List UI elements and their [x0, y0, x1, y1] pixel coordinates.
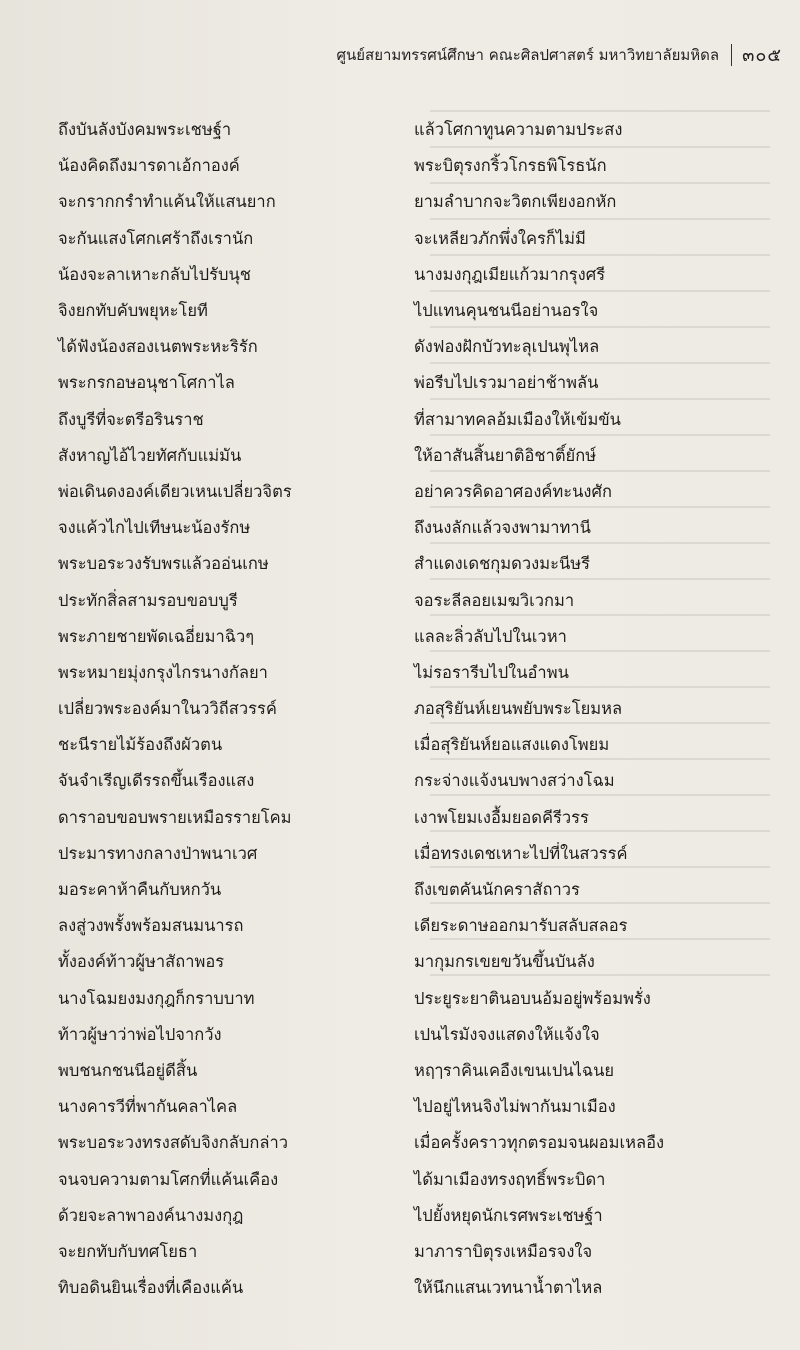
header-divider [731, 44, 732, 66]
verse-right-hemistich: ให้นึกแสนเวทนาน้ำตาไหล [414, 1278, 603, 1298]
verse-line [0, 1053, 800, 1089]
verse-line [0, 184, 800, 220]
verse-right-hemistich: สำแดงเดชกุมดวงมะนีษรี [414, 554, 590, 574]
verse-line [0, 293, 800, 329]
verse-left-hemistich: ทิบอดินยินเรื่องที่เคืองแค้น [58, 1278, 244, 1298]
verse-left-hemistich: พ่อเดินดงองค์เดียวเหนเปลี่ยวจิตร [58, 481, 292, 501]
verse-line [0, 474, 800, 510]
verse-right-hemistich: ภอสุริยันห์เยนพยับพระโยมหล [414, 699, 623, 719]
header-title: ศูนย์สยามทรรศน์ศึกษา คณะศิลปศาสตร์ มหาวิทยาลัยมหิดล [336, 45, 720, 64]
verse-left-hemistich: จะกันแสงโศกเศร้าถึงเรานัก [58, 228, 254, 248]
verse-right-hemistich: ไม่รอรารีบไปในอำพน [414, 662, 569, 682]
verse-right-hemistich: เมื่อครั้งคราวทุกตรอมจนผอมเหลอืง [414, 1133, 665, 1153]
verse-right-hemistich: ได้มาเมืองทรงฤทธิ์พระบิดา [414, 1169, 606, 1189]
verse-left-hemistich: ลงสู่วงพรั้งพร้อมสนมนารถ [58, 916, 244, 936]
verse-right-hemistich: ไปอยู่ไหนจิงไม่พากันมาเมือง [414, 1097, 616, 1117]
verse-right-hemistich: เดียระดาษออกมารับสลับสลอร [414, 916, 628, 936]
verse-line [0, 257, 800, 293]
verse-right-hemistich: พ่อรีบไปเรวมาอย่าช้าพลัน [414, 373, 599, 393]
verse-left-hemistich: จงแค้วไกไปเทีษนะน้องรักษ [58, 518, 251, 538]
verse-left-hemistich: ถึงบูรีที่จะตรีอรินราช [58, 409, 204, 429]
verse-right-hemistich: เปนไรมังจงแสดงให้แจ้งใจ [414, 1024, 600, 1044]
verse-line [0, 546, 800, 582]
verse-left-hemistich: มอระคาห้าคืนกับหกวัน [58, 880, 222, 900]
verse-line [0, 329, 800, 365]
verse-line [0, 908, 800, 944]
verse-right-hemistich: ประยูระยาตินอบนอ้มอยู่พร้อมพรั่ง [414, 988, 651, 1008]
verse-line [0, 800, 800, 836]
verse-right-hemistich: ไปยั้งหยุดนักเรศพระเชษฐ์า [414, 1205, 603, 1225]
verse-right-hemistich: ไปแทนคุนชนนีอย่านอรใจ [414, 301, 599, 321]
verse-right-hemistich: กระจ่างแจ้งนบพางสว่างโฉม [414, 771, 615, 791]
verse-right-hemistich: มากุมกรเขยขวันขึ้นบันลัง [414, 952, 595, 972]
verse-line [0, 1089, 800, 1125]
verse-left-hemistich: เปลี่ยวพระองค์มาในววิถีสวรรค์ [58, 699, 277, 719]
verse-right-hemistich: ถึงเขตคันนักคราสัถาวร [414, 880, 580, 900]
verse-left-hemistich: น้องจะลาเหาะกลับไปรับนุช [58, 264, 251, 284]
verse-right-hemistich: ยามลำบากจะวิตกเพียงอกหัก [414, 192, 617, 212]
verse-line [0, 112, 800, 148]
page-number: ๓๐๕ [742, 45, 782, 66]
verse-line [0, 1125, 800, 1161]
verse-line [0, 981, 800, 1017]
verse-line [0, 1270, 800, 1306]
verse-left-hemistich: ถึงบันลังบังคมพระเชษฐ์า [58, 120, 232, 140]
verse-line [0, 691, 800, 727]
verse-left-hemistich: นางคารวีที่พากันคลาไคล [58, 1097, 238, 1117]
verse-left-hemistich: ได้ฟังน้องสองเนตพระหะริรัก [58, 337, 258, 357]
verse-right-hemistich: หฤๅราคินเคอืงเขนเปนไฉนย [414, 1060, 615, 1080]
verse-line [0, 655, 800, 691]
verse-left-hemistich: จะกรากกรำทำแค้นให้แสนยาก [58, 192, 276, 212]
verse-line [0, 221, 800, 257]
verse-line [0, 402, 800, 438]
verse-line [0, 1198, 800, 1234]
verse-left-hemistich: จะยกทับกับทศโยธา [58, 1241, 198, 1261]
verse-left-hemistich: พระหมายมุ่งกรุงไกรนางกัลยา [58, 662, 268, 682]
verse-left-hemistich: จนจบความตามโศกที่แค้นเคือง [58, 1169, 279, 1189]
verse-left-hemistich: พระบอระวงทรงสดับจิงกลับกล่าว [58, 1133, 289, 1153]
verse-left-hemistich: จันจำเรีญเดีรรถขึ้นเรืองแสง [58, 771, 255, 791]
verse-line [0, 836, 800, 872]
verse-right-hemistich: จอระลีลอยเมฆวิเวกมา [414, 590, 575, 610]
verse-left-hemistich: ท้าวผู้ษาว่าพ่อไปจากวัง [58, 1024, 222, 1044]
verse-left-hemistich: สังหาญไอ้ไวยทัศกับแม่มัน [58, 445, 242, 465]
verse-right-hemistich: ให้อาสันสิ้นยาติอิชาติ์ยักษ์ [414, 445, 597, 465]
verse-right-hemistich: แล้วโศกาทูนความตามประสง [414, 120, 623, 140]
verse-line [0, 1017, 800, 1053]
verse-left-hemistich: พบชนกชนนีอยู่ดีสิ้น [58, 1060, 198, 1080]
verse-right-hemistich: ที่สามาทคลอ้มเมืองให้เข้มขัน [414, 409, 621, 429]
verse-right-hemistich: นางมงกุฎเมียแก้วมากรุงศรี [414, 264, 606, 284]
verse-left-hemistich: น้องคิดถึงมารดาเอ้กาองค์ [58, 156, 240, 176]
verse-left-hemistich: จิงยกทับคับพยุหะโยที [58, 301, 208, 321]
verse-line [0, 763, 800, 799]
verse-right-hemistich: พระบิตุรงกริ้วโกรธพิโรธนัก [414, 156, 607, 176]
verse-left-hemistich: ประมารทางกลางป่าพนาเวศ [58, 843, 258, 863]
verse-right-hemistich: มาภาราบิตุรงเหมือรจงใจ [414, 1241, 593, 1261]
verse-right-hemistich: จะเหลียวภักพึ่งใครก็ไม่มี [414, 228, 586, 248]
verse-line [0, 872, 800, 908]
verse-left-hemistich: นางโฉมยงมงกุฎก็กราบบาท [58, 988, 255, 1008]
verse-left-hemistich: ทั้งองค์ท้าวผู้ษาสัถาพอร [58, 952, 225, 972]
verse-right-hemistich: เมื่อทรงเดชเหาะไปที่ในสวรรค์ [414, 843, 628, 863]
verse-line [0, 365, 800, 401]
verse-line [0, 944, 800, 980]
verse-right-hemistich: ดังฟองฝักบัวทะลุเปนพุไหล [414, 337, 600, 357]
running-header [336, 40, 782, 69]
verse-line [0, 1234, 800, 1270]
verse-left-hemistich: พระภายชายพัดเฉอี่ยมาฉิวๆ [58, 626, 255, 646]
verse-left-hemistich: ด้วยจะลาพาองค์นางมงกุฎ [58, 1205, 244, 1225]
verse-left-hemistich: ประทักสิ่ลสามรอบขอบบูรี [58, 590, 238, 610]
verse-left-hemistich: พระกรกอษอนุชาโศกาไล [58, 373, 235, 393]
verse-line [0, 148, 800, 184]
verse-right-hemistich: อย่าควรคิดอาศองค์ทะนงศัก [414, 481, 612, 501]
verse-line [0, 727, 800, 763]
verse-right-hemistich: แลละลิ่วลับไปในเวหา [414, 626, 567, 646]
verse-line [0, 619, 800, 655]
verse-right-hemistich: เงาพโยมเงอื้มยอดคีรีวรร [414, 807, 589, 827]
verse-left-hemistich: ดาราอบขอบพรายเหมือรรายโคม [58, 807, 292, 827]
poem-body [0, 112, 800, 1306]
verse-line [0, 438, 800, 474]
verse-line [0, 582, 800, 618]
verse-left-hemistich: พระบอระวงรับพรแล้วออ่นเกษ [58, 554, 269, 574]
verse-line [0, 1161, 800, 1197]
verse-left-hemistich: ชะนีรายไม้ร้องถึงผัวตน [58, 735, 223, 755]
verse-line [0, 510, 800, 546]
verse-right-hemistich: ถึงนงลักแล้วจงพามาทานี [414, 518, 591, 538]
verse-right-hemistich: เมื่อสุริยันห์ยอแสงแดงโพยม [414, 735, 610, 755]
